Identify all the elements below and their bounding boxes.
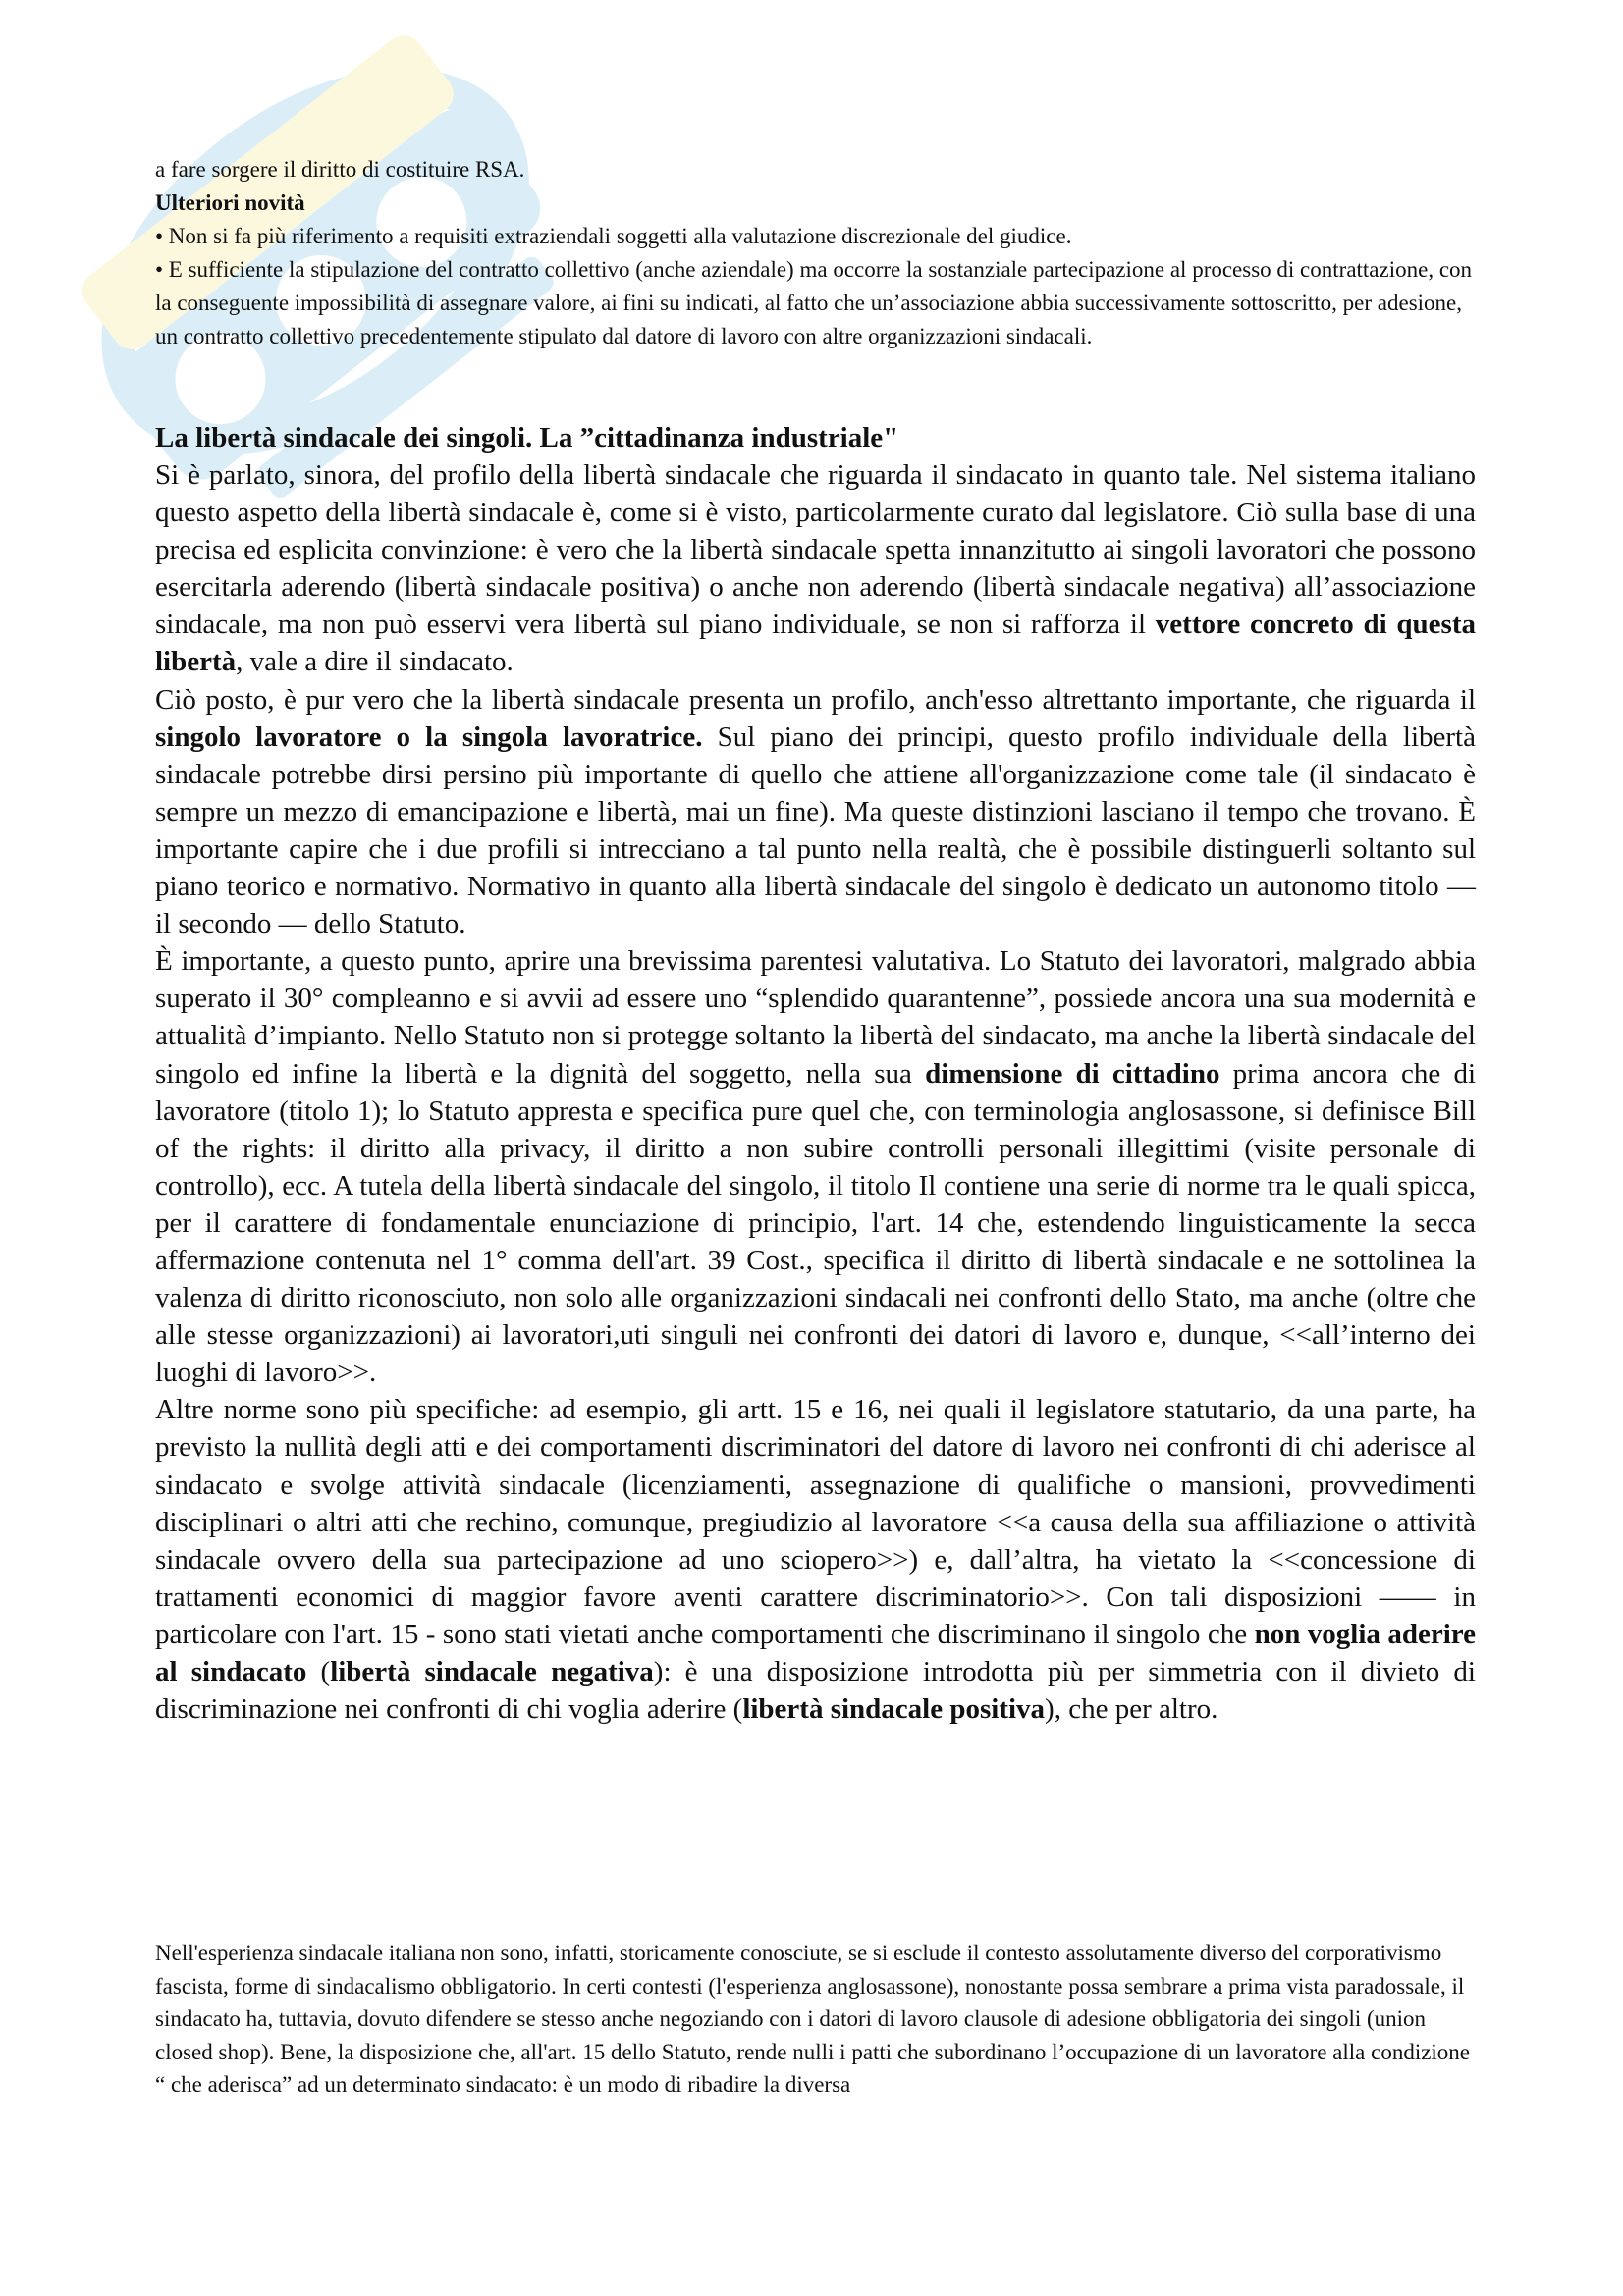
bullet-item-1: • Non si fa più riferimento a requisiti extraziendali soggetti alla valutazione discrezionale del giudice. <box>155 224 1072 248</box>
paragraph-2 <box>155 681 1476 943</box>
paragraph-4-bold-3: libertà sindacale positiva <box>742 1693 1046 1726</box>
paragraph-2-text-a: Ciò posto, è pur vero che la libertà sindacale presenta un profilo, anch'esso altrettanto importante, che riguarda il <box>155 683 1476 716</box>
paragraph-3-text-a: È importante, a questo punto, aprire una brevissima parentesi valutativa. Lo Statuto dei lavoratori, malgrado abbia superato il 30° compleanno e si avvii ad essere uno “splendido quarantenne”, possiede ancora una sua modernità e attualità d’impianto. Nello Statuto non si protegge soltanto la libertà del sindacato, ma anche la libertà sindacale del singolo ed infine la libertà e la dignità del soggetto, nella sua <box>155 945 1476 1090</box>
paragraph-3-bold: dimensione di cittadino <box>925 1057 1220 1090</box>
intro-line: a fare sorgere il diritto di costituire RSA. <box>155 157 525 182</box>
paragraph-2-bold: singolo lavoratore o la singola lavoratrice. <box>155 721 703 753</box>
main-body <box>155 456 1476 1728</box>
paragraph-3-text-c: prima ancora che di lavoratore (titolo 1); lo Statuto appresta e specifica pure quel che, con terminologia anglosassone, si definisce Bill of the rights: il diritto alla privacy, il diritto a non subire controlli personali illegittimi (visite personale di controllo), ecc. A tutela della libertà sindacale del singolo, il titolo Il contiene una serie di norme tra le quali spicca, per il carattere di fondamentale enunciazione di principio, l'art. 14 che, estendendo linguisticamente la secca affermazione contenuta nel 1° comma dell'art. 39 Cost., specifica il diritto di libertà sindacale e ne sottolinea la valenza di diritto riconosciuto, non solo alle organizzazioni sindacali nei confronti dello Stato, ma anche (oltre che alle stesse organizzazioni) ai lavoratori,uti singuli nei confronti dei datori di lavoro e, dunque, <<all’interno dei luoghi di lavoro>>. <box>155 1057 1477 1389</box>
intro-block <box>155 153 1476 353</box>
paragraph-4-bold-1: non voglia aderire al sindacato <box>155 1618 1476 1687</box>
subheading-ulteriori-novita: Ulteriori novità <box>155 190 305 215</box>
closing-paragraph: Nell'esperienza sindacale italiana non sono, infatti, storicamente conosciute, se si esclude il contesto assolutamente diverso del corporativismo fascista, forme di sindacalismo obbligatorio. In certi contesti (l'esperienza anglosassone), nonostante possa sembrare a prima vista paradossale, il sindacato ha, tuttavia, dovuto difendere se stesso anche negoziando con i datori di lavoro clausole di adesione obbligatoria dei singoli (union closed shop). Bene, la disposizione che, all'art. 15 dello Statuto, rende nulli i patti che subordinano l’occupazione di un lavoratore alla condizione “ che aderisca” ad un determinato sindacato: è un modo di ribadire la diversa <box>155 1941 1471 2097</box>
paragraph-3 <box>155 942 1476 1391</box>
paragraph-1-bold: vettore concreto di questa libertà <box>155 609 1476 678</box>
paragraph-2-text-c: Sul piano dei principi, questo profilo individuale della libertà sindacale potrebbe dirsi persino più importante di quello che attiene all'organizzazione come tale (il sindacato è sempre un mezzo di emancipazione e libertà, mai un fine). Ma queste distinzioni lasciano il tempo che trovano. È importante capire che i due profili si intrecciano a tal punto nella realtà, che è possibile distinguerli soltanto sul piano teorico e normativo. Normativo in quanto alla libertà sindacale del singolo è dedicato un autonomo titolo — il secondo — dello Statuto. <box>155 721 1476 940</box>
paragraph-4-text-c: ( <box>306 1656 331 1687</box>
bullet-item-2: • E sufficiente la stipulazione del contratto collettivo (anche aziendale) ma occorre la sostanziale partecipazione al processo di contrattazione, con la conseguente impossibilità di assegnare valore, ai fini su indicati, al fatto che un’associazione abbia successivamente sottoscritto, per adesione, <box>155 257 1473 315</box>
paragraph-4-text-e: ): è una disposizione introdotta più per simmetria con il divieto di discriminazione nei confronti di chi voglia aderire ( <box>155 1656 1476 1726</box>
paragraph-4-text-a: Altre norme sono più specifiche: ad esempio, gli artt. 15 e 16, nei quali il legislatore statutario, da una parte, ha previsto la nullità degli atti e dei comportamenti discriminatori del datore di lavoro nei confronti di chi aderisce al sindacato e svolge attività sindacale (licenziamenti, assegnazione di qualifiche o mansioni, provvedimenti disciplinari o altri atti che rechino, comunque, pregiudizio al lavoratore <<a causa della sua affiliazione o attività sindacale ovvero della sua partecipazione ad uno sciopero>>) e, dall’altra, ha vietato la <<concessione di trattamenti economici di maggior favore aventi carattere discriminatorio>>. Con tali disposizioni —— in particolare con l'art. 15 - sono stati vietati anche comportamenti che discriminano il singolo che <box>155 1394 1476 1650</box>
section-heading: La libertà sindacale dei singoli. La ”cittadinanza industriale" <box>155 422 899 454</box>
paragraph-1 <box>155 456 1476 681</box>
closing-block <box>155 1937 1476 2102</box>
intro-last-line: un contratto collettivo precedentemente stipulato dal datore di lavoro con altre organizzazioni sindacali. <box>155 324 1093 348</box>
paragraph-4 <box>155 1391 1476 1728</box>
paragraph-4-bold-2: libertà sindacale negativa <box>330 1656 654 1687</box>
paragraph-1-text-c: , vale a dire il sindacato. <box>236 646 514 678</box>
paragraph-4-text-g: ), che per altro. <box>1045 1693 1218 1726</box>
paragraph-1-text-a: Si è parlato, sinora, del profilo della libertà sindacale che riguarda il sindacato in quanto tale. Nel sistema italiano questo aspetto della libertà sindacale è, come si è visto, particolarmente curato dal legislatore. Ciò sulla base di una precisa ed esplicita convinzione: è vero che la libertà sindacale spetta innanzitutto ai singoli lavoratori che possono esercitarla aderendo (libertà sindacale positiva) o anche non aderendo (libertà sindacale negativa) all’associazione sindacale, ma non può esservi vera libertà sul piano individuale, se non si rafforza il <box>155 459 1476 641</box>
